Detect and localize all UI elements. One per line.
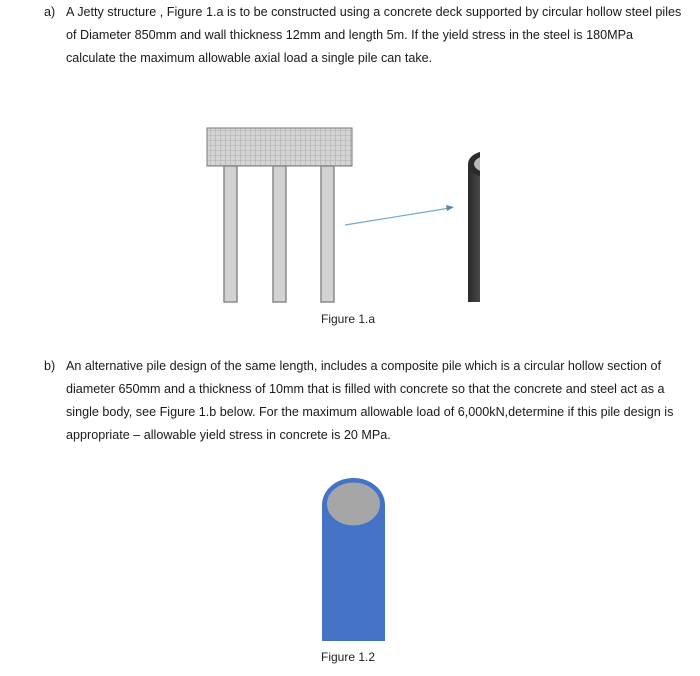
- hollow-steel-pile: [468, 151, 480, 302]
- question-b: [44, 355, 684, 447]
- figure-1a-caption: Figure 1.a: [321, 312, 376, 326]
- steel-piles: [224, 166, 334, 302]
- question-a-label: a): [44, 5, 56, 19]
- arrow-icon: [345, 205, 454, 225]
- figure-1a-jetty-illustration: [200, 120, 480, 310]
- question-b-label: b): [44, 359, 56, 373]
- concrete-deck: [207, 128, 352, 166]
- figure-1-2-composite-pile: [310, 475, 400, 645]
- question-b-text: An alternative pile design of the same length, includes a composite pile which is a circular hollow section of diameter 650mm and a thickness of 10mm that is filled with concrete so that the concrete and steel act as a single body, see Figure 1.b below. For the maximum allowable load of 6,000kN,determine if this pile design is appropriate – allowable yield stress in concrete is 20 MPa.: [66, 359, 674, 442]
- question-a-text: A Jetty structure , Figure 1.a is to be constructed using a concrete deck supported by circular hollow steel piles of Diameter 850mm and wall thickness 12mm and length 5m. If the yield stress in the steel is 180MPa calculate the maximum allowable axial load a single pile can take.: [66, 5, 682, 65]
- question-a: [44, 1, 684, 70]
- figure-1-2-caption: Figure 1.2: [321, 650, 376, 664]
